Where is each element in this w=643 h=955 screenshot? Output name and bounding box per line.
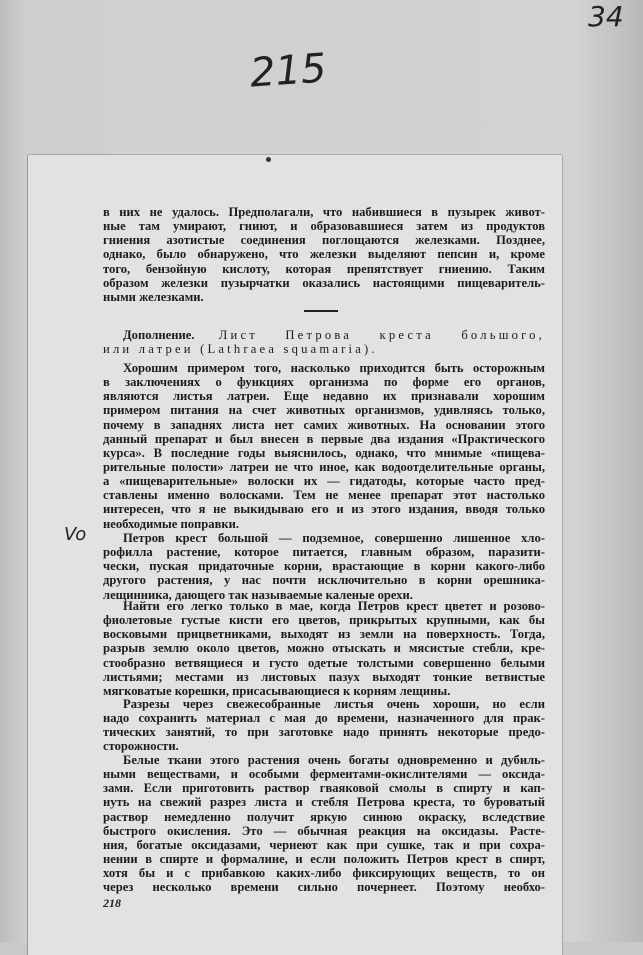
text-line: Белые ткани этого растения очень богаты одновременно и дубиль- <box>123 753 545 767</box>
archive-number: 215 <box>248 45 328 97</box>
text-line: того, бензойную кислоту, которая препятствует гниению. Таким <box>103 261 545 276</box>
text-line: Хорошим примером того, насколько приходится быть осторожным <box>123 361 545 375</box>
text-line: примером питания на счет животных организмов, удивляясь только, <box>103 403 545 418</box>
paragraph-intro <box>103 205 545 304</box>
text-line: данный препарат и был внесен в первые два издания «Практического <box>103 431 545 446</box>
paragraph-body-3 <box>103 599 545 698</box>
paragraph-body-2 <box>103 531 545 602</box>
text-line: нуть на свежий разрез листа и стебля Петрова креста, то буроватый <box>103 795 545 810</box>
heading-title-2: или латреи (Lathraea squamaria). <box>103 342 378 357</box>
text-line: почему в западнях листа нет самих животных. На основании этого <box>103 417 545 432</box>
punch-dot <box>266 157 271 162</box>
text-line: образом железки пузырчатки оказались настоящими пищеваритель- <box>103 275 545 290</box>
text-line: другого растения, у нас почти исключительно в корни орешника- <box>103 573 545 588</box>
text-line: тических занятий, то при заготовке надо принять некоторые предо- <box>103 725 545 740</box>
text-line: рительные полости» латреи не что иное, как водоотделительные органы, <box>103 459 545 474</box>
text-line: стообразно ветвящиеся и густо одетые толстыми совершенно белыми <box>103 655 545 670</box>
text-line: гниения азотистые соединения поглощаются железками. Позднее, <box>103 233 545 248</box>
text-line: а «пищеварительные» волоски их — гидатоды, которые часто пред- <box>103 474 545 489</box>
text-line: мягковатые корешки, присасывающиеся к корням лещины. <box>103 683 451 698</box>
text-line: ные там умирают, гниют, и образовавшиеся затем из продуктов <box>103 219 545 234</box>
text-line: ными железками. <box>103 289 204 304</box>
text-line: фиолетовые густые кисти его цветов, прикрытых крупными, как бы <box>103 613 545 628</box>
text-line: листьями; местами из листовых пазух выходят тонкие ветвистые <box>103 669 545 684</box>
margin-mark: Vo <box>64 524 87 545</box>
text-line: являются листья латреи. Еще недавно их признавали хорошим <box>103 389 545 404</box>
text-line: Найти его легко только в мае, когда Петров крест цветет и розово- <box>123 599 545 613</box>
paragraph-body-5 <box>103 753 545 894</box>
text-line: лещинника, дающего так называемые каленые орехи. <box>103 587 413 602</box>
text-line: Разрезы через свежесобранные листья очень хороши, но если <box>123 697 545 711</box>
heading-title-1: Лист Петрова креста большого, <box>218 328 545 342</box>
text-line: раствор немедленно получит яркую синюю окраску, вследствие <box>103 809 545 824</box>
text-line: в заключениях о функциях организма по форме его органов, <box>103 375 545 390</box>
text-line: чески, пуская придаточные корни, врастающие в корни какого-либо <box>103 559 545 574</box>
text-line: нении в спирте и формалине, и если положить Петров крест в спирт, <box>103 851 545 866</box>
heading-label: Дополнение. <box>123 328 195 342</box>
text-line: зами. Если приготовить раствор гваяковой смолы в спирту и кап- <box>103 781 545 796</box>
text-line: ными веществами, и особыми ферментами-окислителями — оксида- <box>103 767 545 782</box>
text-line: через несколько времени сильно почернеет. Поэтому необхо- <box>103 880 545 895</box>
text-line: быстрого окисления. Это — обычная реакция на оксидазы. Расте- <box>103 823 545 838</box>
sheet-number: 34 <box>588 0 624 33</box>
text-line: интересен, что я не выкидываю его и из этого издания, вводя только <box>103 502 545 517</box>
text-line: ставлены именно волосками. Тем не менее препарат этот настолько <box>103 488 545 503</box>
text-line: Петров крест большой — подземное, совершенно лишенное хло- <box>123 531 545 545</box>
text-line: однако, было обнаружено, что железки выделяют пепсин и, кроме <box>103 247 545 262</box>
text-line: рофилла растение, которое питается, главным образом, паразити- <box>103 545 545 560</box>
section-divider <box>304 310 338 312</box>
text-line: курса». В последние годы выяснилось, однако, что мнимые «пищева- <box>103 445 545 460</box>
text-line: восковыми прицветниками, выходят из земли на поверхность. Тогда, <box>103 627 545 642</box>
page-number: 218 <box>103 896 121 910</box>
paragraph-body-4 <box>103 697 545 754</box>
text-line: ния, богатые оксидазами, чернеют как при сушке, так и при сохра- <box>103 837 545 852</box>
text-line: хотя бы и с прибавкою каких-либо фиксирующих веществ, то он <box>103 866 545 881</box>
text-line: надо сохранить материал с мая до времени, назначенного для прак- <box>103 711 545 726</box>
paragraph-body-1 <box>103 361 545 531</box>
text-line: в них не удалось. Предполагали, что набившиеся в пузырек живот- <box>103 205 545 219</box>
text-line: сторожности. <box>103 739 179 754</box>
text-line: разрыв землю около цветов, можно отыскать и мясистые стебли, кре- <box>103 641 545 656</box>
section-heading <box>103 328 545 356</box>
text-line: необходимые поправки. <box>103 516 240 531</box>
